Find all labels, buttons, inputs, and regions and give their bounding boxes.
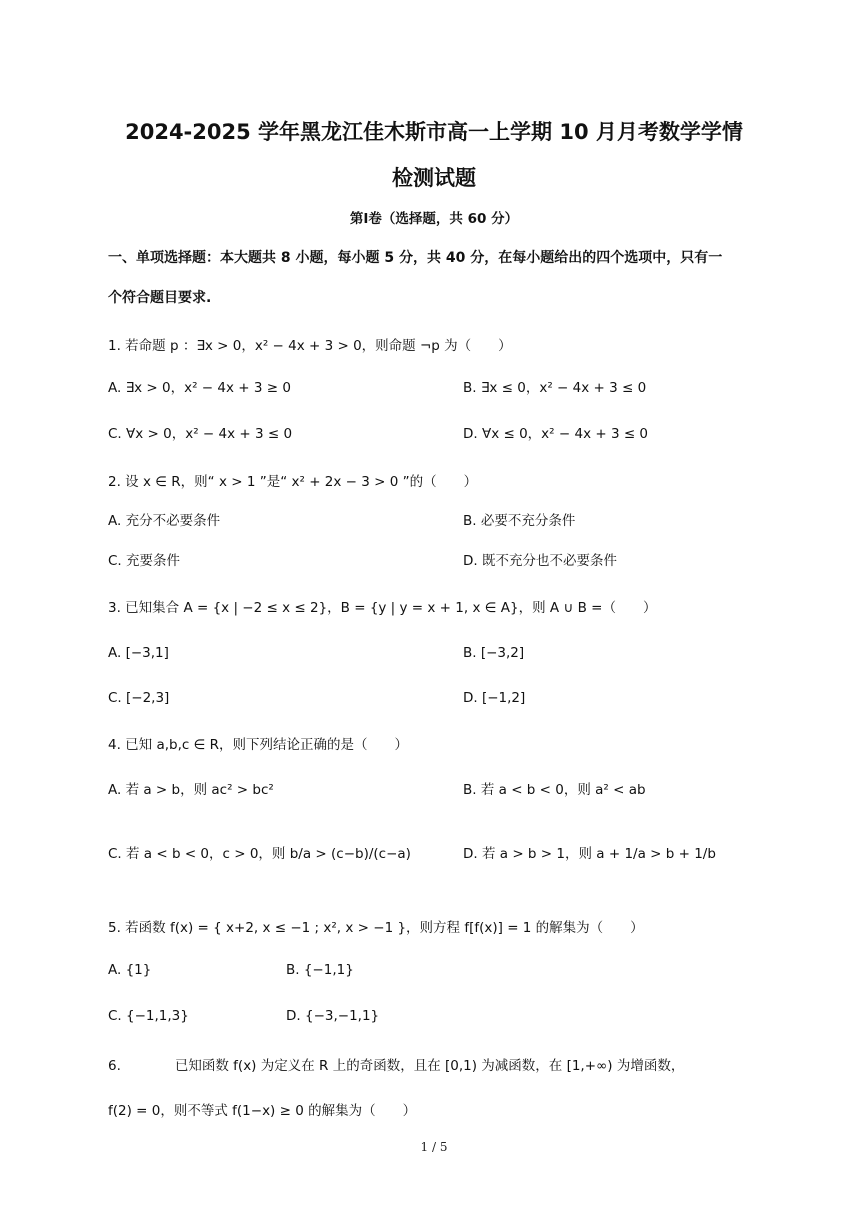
- question-3-option-c: C. [−2,3]: [108, 690, 170, 706]
- question-4-stem: 4. 已知 a,b,c ∈ R，则下列结论正确的是（ ）: [108, 737, 409, 753]
- question-2-option-d: D. 既不充分也不必要条件: [463, 553, 617, 569]
- question-1-option-c: C. ∀x > 0，x² − 4x + 3 ≤ 0: [108, 426, 293, 442]
- question-5-option-b: B. {−1,1}: [286, 962, 354, 978]
- question-5-option-d: D. {−3,−1,1}: [286, 1008, 380, 1024]
- exam-title-line2: 检测试题: [392, 166, 476, 190]
- question-5-stem: 5. 若函数 f(x) = { x+2, x ≤ −1 ; x², x > −1 }，则方程 f[f(x)] = 1 的解集为（ ）: [108, 920, 644, 936]
- question-1-option-d: D. ∀x ≤ 0，x² − 4x + 3 ≤ 0: [463, 426, 649, 442]
- question-4-option-c: C. 若 a < b < 0，c > 0，则 b/a > (c−b)/(c−a): [108, 846, 411, 862]
- exam-title-line1: 2024-2025 学年黑龙江佳木斯市高一上学期 10 月月考数学学情: [125, 120, 743, 144]
- section-heading-line1: 一、单项选择题：本大题共 8 小题，每小题 5 分，共 40 分，在每小题给出的四个选项中，只有一: [108, 250, 723, 266]
- question-4-option-d: D. 若 a > b > 1，则 a + 1/a > b + 1/b: [463, 846, 716, 862]
- question-5-option-a: A. {1}: [108, 962, 152, 978]
- question-1-stem: 1. 若命题 p ：∃x > 0，x² − 4x + 3 > 0，则命题 ¬p 为（ ）: [108, 338, 512, 354]
- question-1-option-b: B. ∃x ≤ 0，x² − 4x + 3 ≤ 0: [463, 380, 647, 396]
- question-3-stem: 3. 已知集合 A = {x | −2 ≤ x ≤ 2}，B = {y | y = x + 1, x ∈ A}，则 A ∪ B =（ ）: [108, 600, 657, 616]
- question-3-option-d: D. [−1,2]: [463, 690, 526, 706]
- question-1-option-a: A. ∃x > 0，x² − 4x + 3 ≥ 0: [108, 380, 291, 396]
- question-5-option-c: C. {−1,1,3}: [108, 1008, 189, 1024]
- question-4-option-a: A. 若 a > b，则 ac² > bc²: [108, 782, 274, 798]
- question-4-option-b: B. 若 a < b < 0，则 a² < ab: [463, 782, 646, 798]
- question-3-option-b: B. [−3,2]: [463, 645, 525, 661]
- page-number: 1 / 5: [420, 1140, 448, 1154]
- question-2-option-b: B. 必要不充分条件: [463, 513, 576, 529]
- question-2-option-a: A. 充分不必要条件: [108, 513, 221, 529]
- question-6-stem: 6. 已知函数 f(x) 为定义在 R 上的奇函数，且在 [0,1) 为减函数，在 [1,+∞) 为增函数，: [108, 1058, 685, 1074]
- question-2-stem: 2. 设 x ∈ R，则“ x > 1 ”是“ x² + 2x − 3 > 0 ”的（ ）: [108, 474, 478, 490]
- question-3-option-a: A. [−3,1]: [108, 645, 169, 661]
- section-heading-line2: 个符合题目要求.: [108, 290, 212, 306]
- question-6-stem-line2: f(2) = 0，则不等式 f(1−x) ≥ 0 的解集为（ ）: [108, 1103, 417, 1119]
- question-2-option-c: C. 充要条件: [108, 553, 181, 569]
- exam-subtitle: 第Ⅰ卷（选择题，共 60 分）: [349, 211, 519, 227]
